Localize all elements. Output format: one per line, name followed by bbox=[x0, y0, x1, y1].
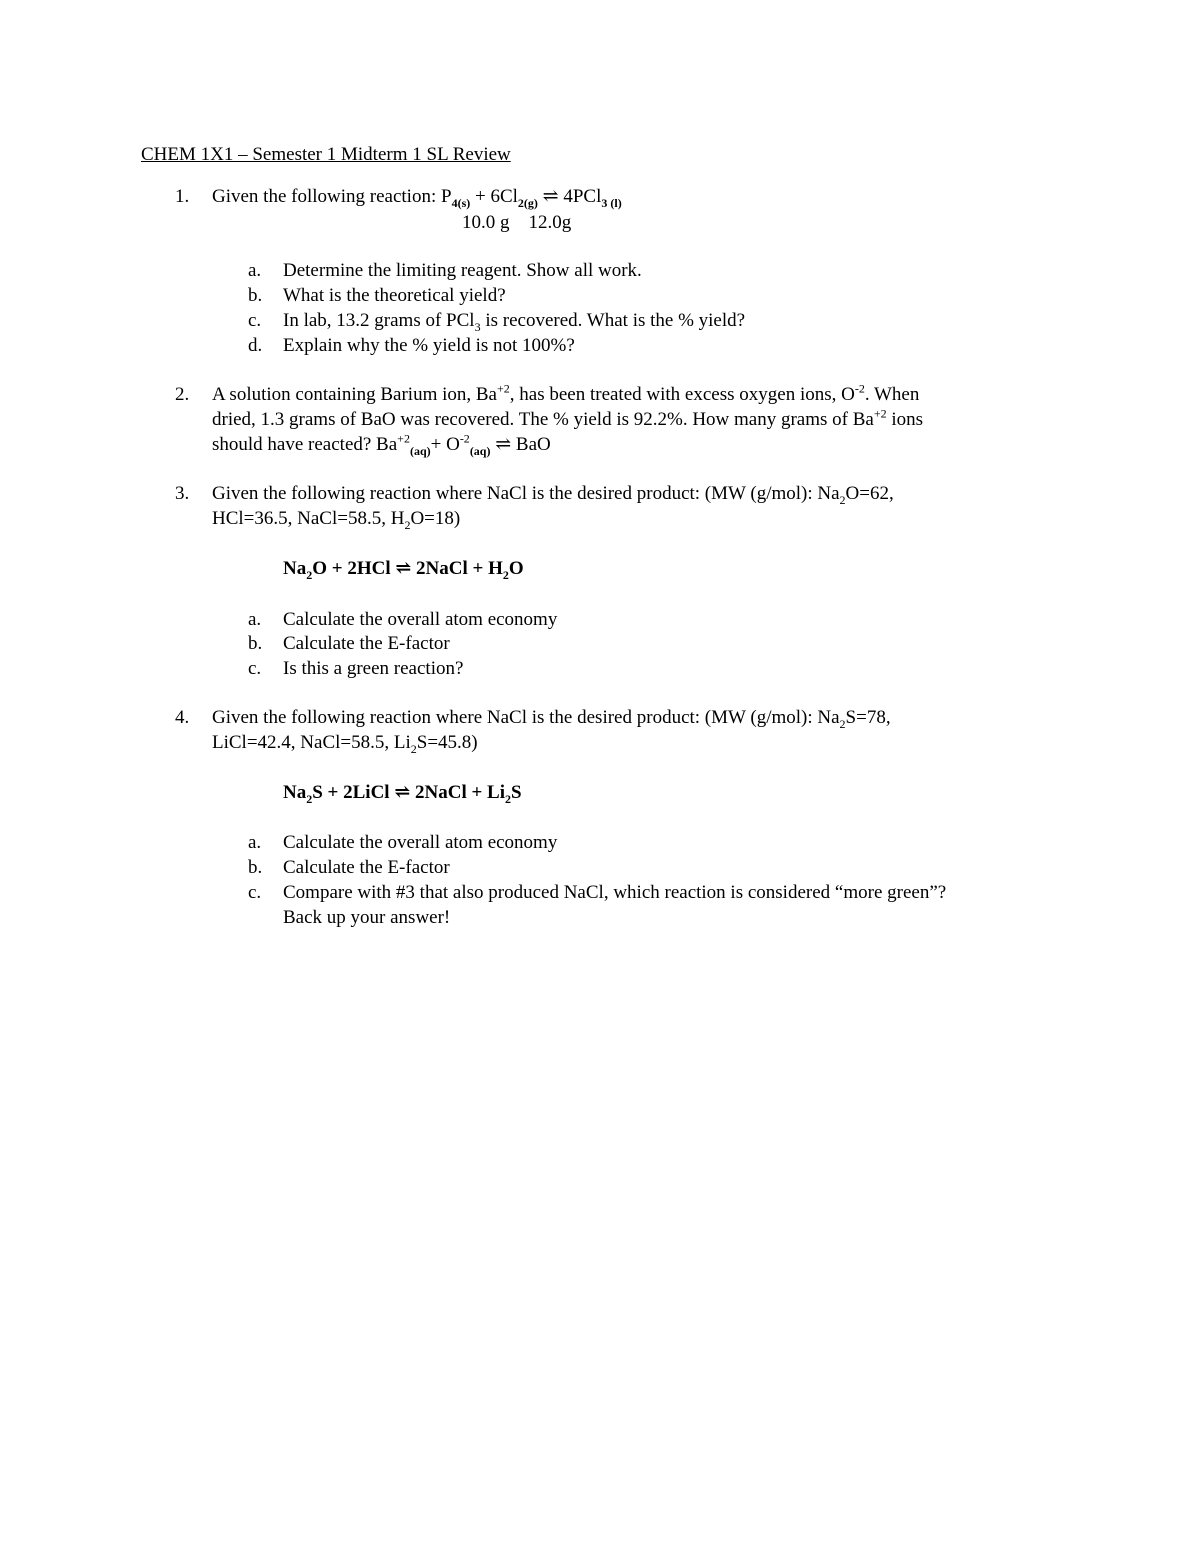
question-2-line-1: A solution containing Barium ion, $Ba^{+2}$, has been treated with excess oxygen ions, $O^{-2}$. When bbox=[212, 381, 920, 405]
q3-part-b-letter: b. bbox=[248, 633, 263, 654]
q3-part-c-text: Is this a green reaction? bbox=[283, 658, 464, 679]
q4-part-c-letter: c. bbox=[248, 882, 262, 903]
q4-part-b-text: Calculate the E-factor bbox=[283, 857, 450, 878]
question-3-line-1: Given the following reaction where NaCl is the desired product: (MW (g/mol): $Na_2O=62$, bbox=[212, 483, 894, 507]
question-1-number: 1. bbox=[175, 186, 190, 207]
q1-part-c-letter: c. bbox=[248, 310, 262, 331]
q1-part-c-text: In lab, 13.2 grams of PCl$_3$ is recovered. What is the % yield? bbox=[283, 310, 746, 334]
q3-part-c-letter: c. bbox=[248, 658, 262, 679]
question-1-masses: 10.0 g 12.0g bbox=[462, 212, 572, 233]
q1-part-a-letter: a. bbox=[248, 260, 262, 281]
question-2-line-2: dried, 1.3 grams of BaO was recovered. The % yield is 92.2%. How many grams of $Ba^{+2}$ ions bbox=[212, 406, 924, 430]
page-title: CHEM 1X1 – Semester 1 Midterm 1 SL Review bbox=[141, 144, 511, 165]
q1-equation: $P_{4(s)} + 6Cl_{2(g)}$ ⇌ 4PCl$_{3 (l)}$ bbox=[441, 186, 622, 210]
question-3-equation: $Na_2O + 2HCl$ ⇌ 2NaCl + $H_2O$ bbox=[283, 558, 524, 582]
q1-part-a-text: Determine the limiting reagent. Show all work. bbox=[283, 260, 642, 281]
q3-part-a-letter: a. bbox=[248, 609, 262, 630]
question-1-text bbox=[212, 184, 622, 209]
q4-part-c-text: Compare with #3 that also produced NaCl, which reaction is considered “more green”? bbox=[283, 882, 947, 903]
question-3-number: 3. bbox=[175, 483, 190, 504]
question-4-number: 4. bbox=[175, 707, 190, 728]
question-2-line-3: should have reacted? $Ba^{+2}_{(aq)}+ O^{-2}_{(aq)}$ ⇌ BaO bbox=[212, 431, 551, 458]
q4-part-a-text: Calculate the overall atom economy bbox=[283, 832, 558, 853]
q4-part-b-letter: b. bbox=[248, 857, 263, 878]
question-4-line-2: LiCl=42.4, NaCl=58.5, $Li_2S=45.8$) bbox=[212, 732, 478, 756]
question-4-line-1: Given the following reaction where NaCl is the desired product: (MW (g/mol): $Na_2S=78$, bbox=[212, 707, 891, 731]
question-3-line-2: HCl=36.5, NaCl=58.5, $H_2O=18$) bbox=[212, 508, 461, 532]
question-2-number: 2. bbox=[175, 384, 190, 405]
q1-part-d-letter: d. bbox=[248, 335, 263, 356]
q4-part-a-letter: a. bbox=[248, 832, 262, 853]
q4-part-c-text-line-2: Back up your answer! bbox=[283, 907, 451, 928]
q3-part-b-text: Calculate the E-factor bbox=[283, 633, 450, 654]
question-1-intro: Given the following reaction: bbox=[212, 186, 441, 207]
q1-part-b-letter: b. bbox=[248, 285, 263, 306]
q1-part-b-text: What is the theoretical yield? bbox=[283, 285, 506, 306]
question-4-equation: $Na_2S$ + 2LiCl ⇌ 2NaCl + $Li_2S$ bbox=[283, 782, 522, 806]
q1-part-d-text: Explain why the % yield is not 100%? bbox=[283, 335, 575, 356]
q3-part-a-text: Calculate the overall atom economy bbox=[283, 609, 558, 630]
